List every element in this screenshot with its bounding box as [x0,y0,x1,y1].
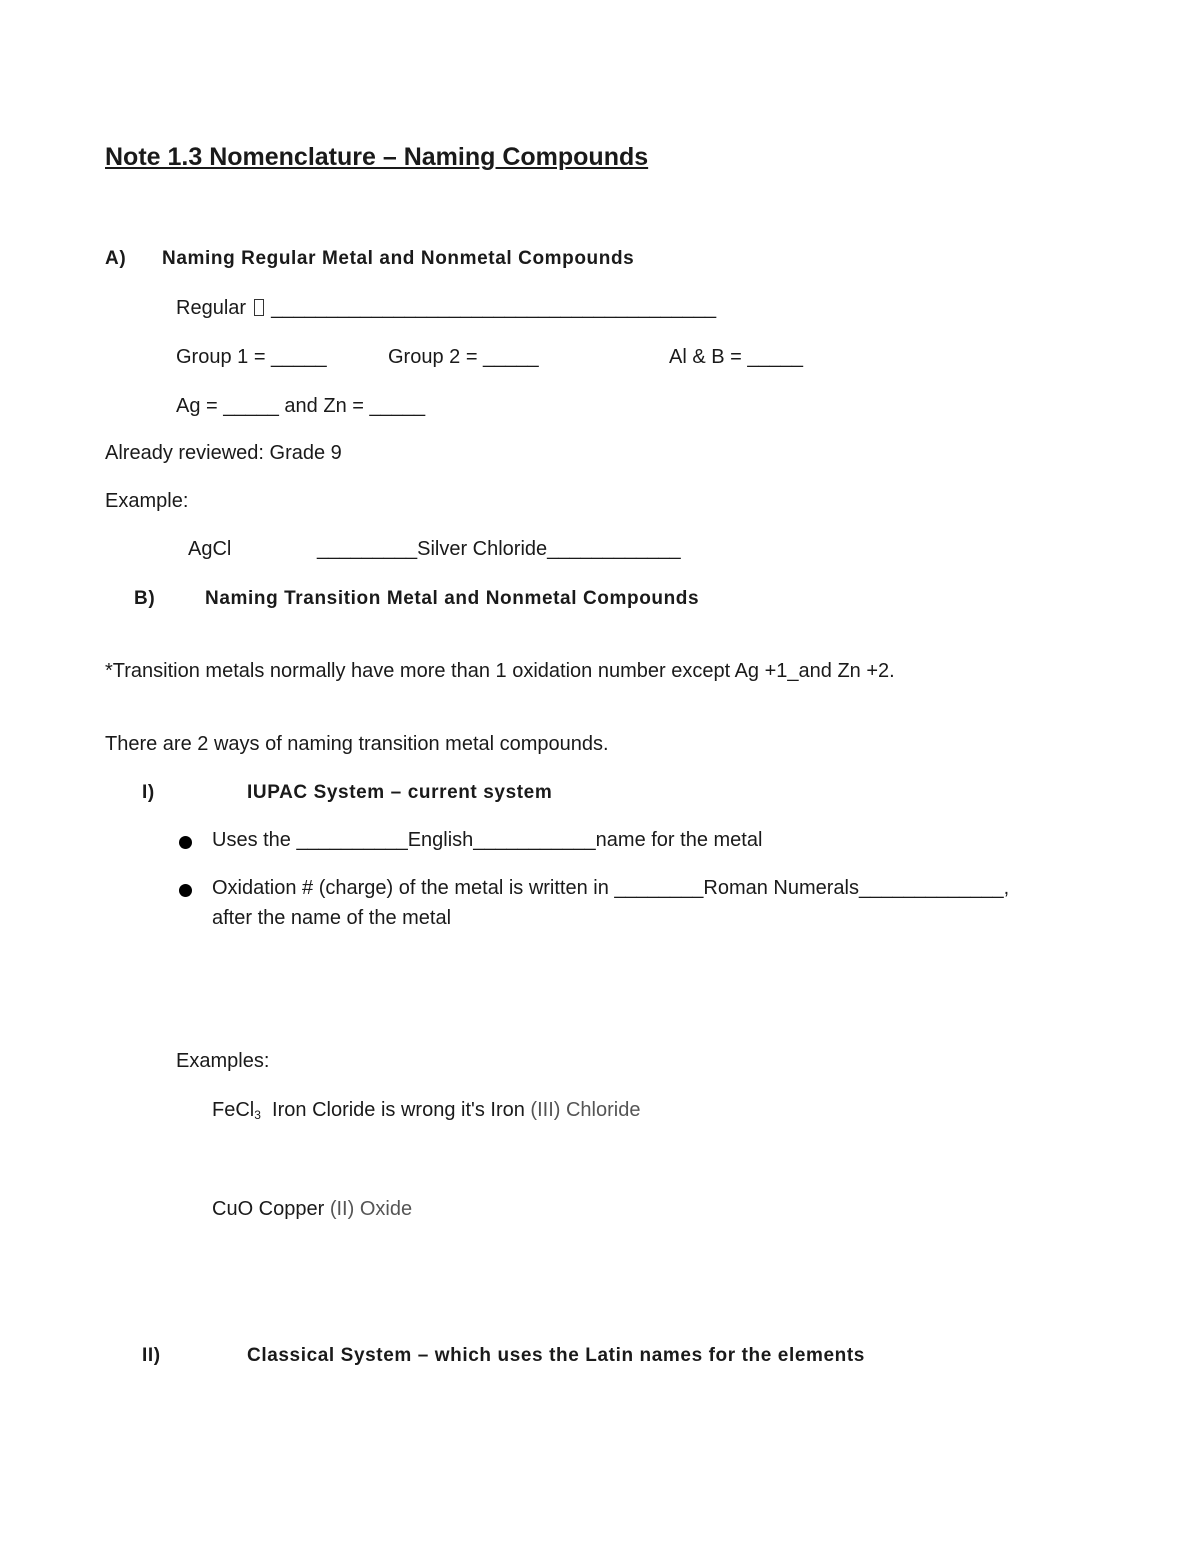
regular-row [176,296,716,320]
example-1 [212,1098,640,1122]
example-2-text: CuO Copper [212,1198,325,1220]
already-reviewed-text: Already reviewed: Grade 9 [105,442,342,464]
system-2-marker: II) [142,1345,161,1366]
example-2-answer: (II) Oxide [329,1198,413,1220]
examples-label: Examples: [176,1050,270,1072]
ag-zn-text: Ag = _____ and Zn = _____ [176,395,426,417]
system-2-heading: Classical System – which uses the Latin names for the elements [247,1345,865,1366]
section-a-marker: A) [105,248,127,269]
page-title: Note 1.3 Nomenclature – Naming Compounds [105,143,649,171]
example-1-text: Iron Cloride is wrong it's Iron [272,1099,525,1121]
system-1-marker: I) [142,782,155,803]
regular-blank: ________________________________________ [271,297,717,319]
example-formula: AgCl [188,538,232,560]
bullet-2-text-line-2: after the name of the metal [212,907,452,929]
section-a-heading: Naming Regular Metal and Nonmetal Compounds [162,248,635,269]
example-2 [212,1197,412,1221]
bullet-1-text: Uses the __________English___________name for the metal [212,829,763,851]
bullet-2-text-line-1: Oxidation # (charge) of the metal is written in ________Roman Numerals_____________, [212,877,1010,899]
example-label: Example: [105,490,189,512]
example-1-answer: (III) Chloride [530,1099,641,1121]
group1-text: Group 1 = _____ [176,346,327,368]
example-1-formula: FeCl$_3$ [212,1099,261,1122]
group2-text: Group 2 = _____ [388,346,539,368]
bullet-icon [179,836,192,849]
arrow-icon [254,299,264,316]
transition-note: *Transition metals normally have more than 1 oxidation number except Ag +1_and Zn +2. [105,660,895,682]
section-b-marker: B) [134,588,156,609]
system-1-heading: IUPAC System – current system [247,782,553,803]
bullet-icon [179,884,192,897]
section-b-heading: Naming Transition Metal and Nonmetal Compounds [205,588,700,609]
regular-label: Regular [176,297,247,319]
two-ways-text: There are 2 ways of naming transition metal compounds. [105,733,609,755]
example-answer: _________Silver Chloride____________ [317,538,681,560]
al-b-text: Al & B = _____ [669,346,803,368]
